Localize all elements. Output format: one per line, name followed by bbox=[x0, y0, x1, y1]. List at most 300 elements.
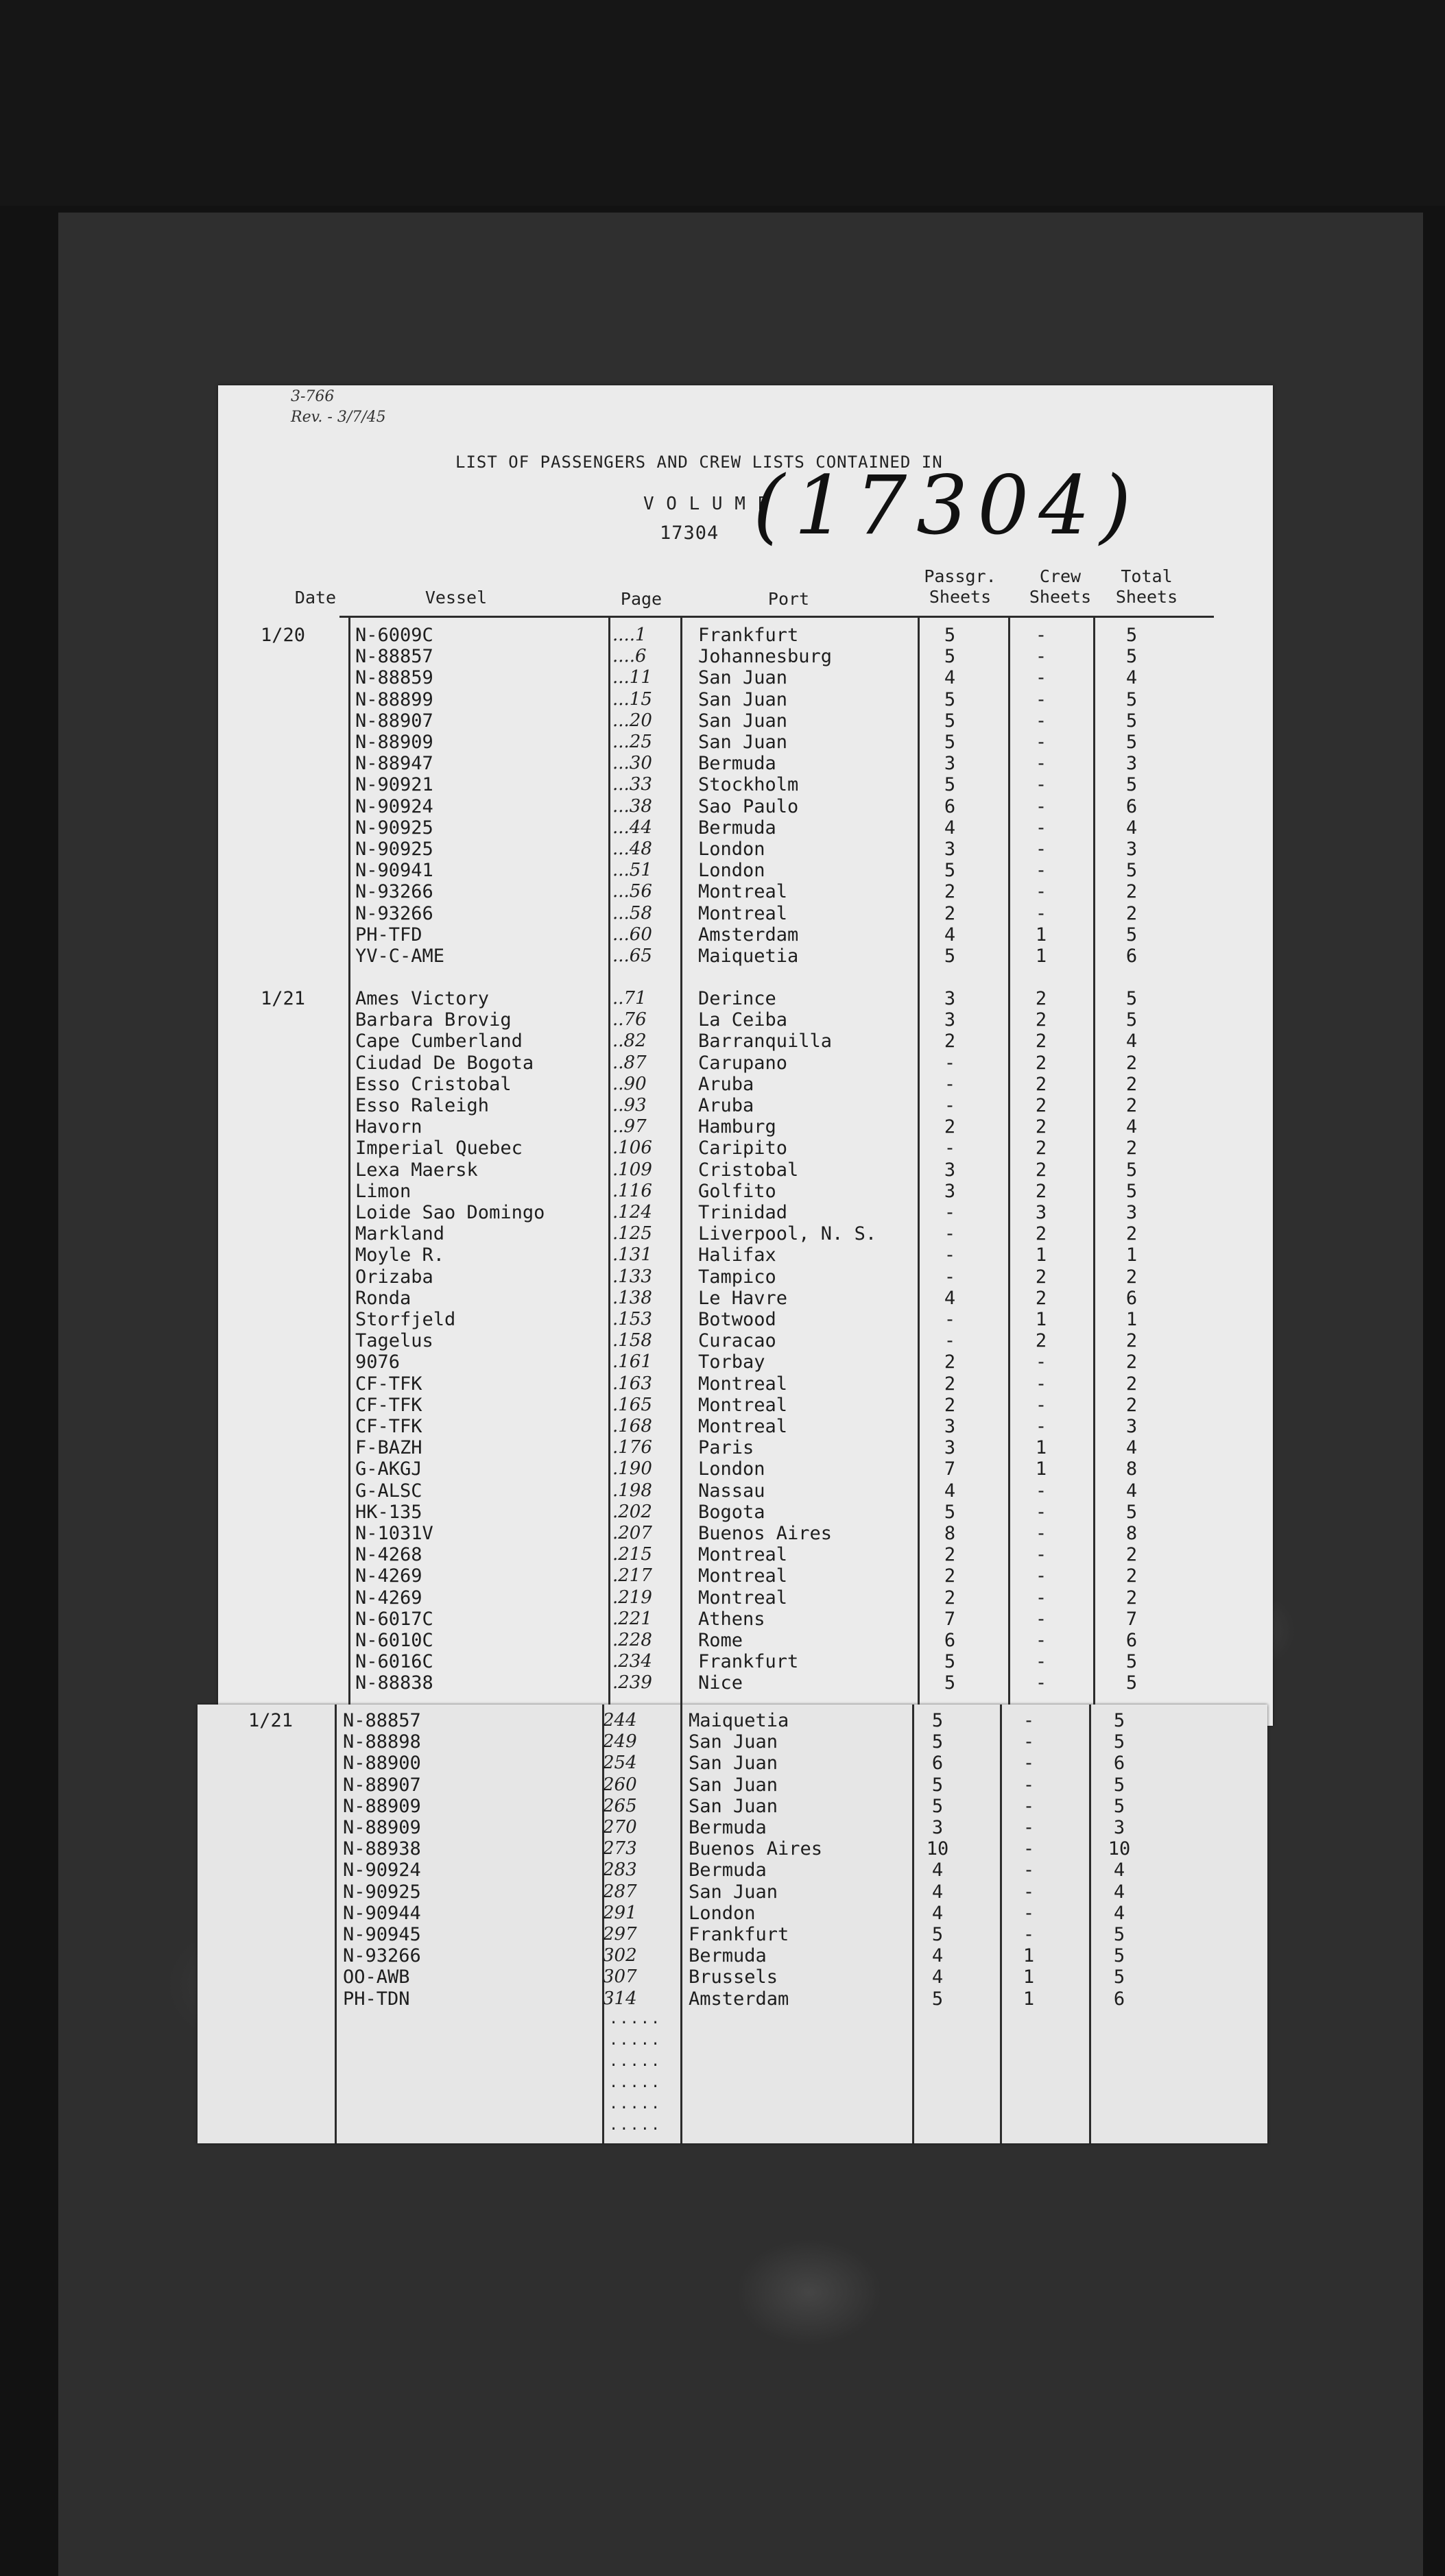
total-sheets-cell: 5 bbox=[1113, 1774, 1125, 1796]
crew-sheets-cell: - bbox=[1035, 1651, 1047, 1673]
page-cell: ..71 bbox=[612, 988, 647, 1009]
port-cell: San Juan bbox=[689, 1731, 778, 1753]
crew-sheets-cell: - bbox=[1035, 795, 1047, 817]
page-cell: .163 bbox=[612, 1373, 652, 1394]
vessel-cell: F-BAZH bbox=[355, 1437, 422, 1459]
port-cell: San Juan bbox=[689, 1774, 778, 1796]
port-cell: Buenos Aires bbox=[698, 1523, 833, 1544]
total-sheets-cell: 6 bbox=[1125, 795, 1138, 817]
crew-sheets-cell: - bbox=[1023, 1710, 1035, 1731]
passenger-sheets-cell: - bbox=[944, 1223, 956, 1245]
vessel-cell: N-4269 bbox=[355, 1587, 422, 1609]
total-sheets-cell: 3 bbox=[1125, 1416, 1138, 1437]
passenger-sheets-cell: 4 bbox=[944, 667, 956, 689]
empty-page-dots: ..... bbox=[609, 2010, 662, 2027]
passenger-sheets-cell: 4 bbox=[931, 1966, 944, 1988]
empty-page-dots: ..... bbox=[609, 2032, 662, 2049]
vessel-cell: N-90945 bbox=[343, 1924, 421, 1945]
port-cell: Bermuda bbox=[689, 1817, 767, 1838]
page-cell: ..93 bbox=[612, 1095, 647, 1116]
passenger-sheets-cell: 2 bbox=[944, 1587, 956, 1609]
passenger-sheets-cell: 6 bbox=[944, 795, 956, 817]
total-sheets-cell: 1 bbox=[1125, 1244, 1138, 1266]
port-cell: London bbox=[698, 860, 765, 882]
vessel-cell: N-90941 bbox=[355, 860, 433, 882]
page-cell: .219 bbox=[612, 1587, 652, 1608]
rule-vessel-left bbox=[348, 616, 350, 1705]
crew-sheets-cell: - bbox=[1035, 646, 1047, 668]
port-cell: London bbox=[689, 1902, 756, 1924]
port-cell: Amsterdam bbox=[698, 924, 799, 946]
crew-sheets-cell: - bbox=[1023, 1795, 1035, 1817]
page-cell: .234 bbox=[612, 1651, 652, 1672]
vessel-cell: CF-TFK bbox=[355, 1373, 422, 1395]
port-cell: Frankfurt bbox=[698, 1651, 799, 1673]
empty-page-dots: ..... bbox=[609, 2095, 662, 2112]
page-cell: .190 bbox=[612, 1458, 652, 1480]
page-cell: ..82 bbox=[612, 1031, 647, 1052]
port-cell: Aruba bbox=[698, 1073, 754, 1095]
crew-sheets-cell: - bbox=[1035, 1672, 1047, 1694]
crew-sheets-cell: - bbox=[1035, 860, 1047, 882]
port-cell: Hamburg bbox=[698, 1116, 776, 1138]
vessel-cell: N-6016C bbox=[355, 1651, 433, 1673]
crew-sheets-cell: 1 bbox=[1035, 1437, 1047, 1459]
port-cell: Montreal bbox=[698, 881, 788, 903]
total-sheets-cell: 7 bbox=[1125, 1608, 1138, 1630]
vessel-cell: N-90944 bbox=[343, 1902, 421, 1924]
crew-sheets-cell: - bbox=[1035, 710, 1047, 732]
vessel-cell: N-88947 bbox=[355, 753, 433, 775]
port-cell: Montreal bbox=[698, 1373, 788, 1395]
vessel-cell: Ciudad De Bogota bbox=[355, 1052, 534, 1074]
page-cell: .176 bbox=[612, 1437, 652, 1458]
port-cell: Stockholm bbox=[698, 774, 799, 796]
total-sheets-cell: 2 bbox=[1125, 1073, 1138, 1095]
port-cell: Athens bbox=[698, 1608, 765, 1630]
vessel-cell: PH-TDN bbox=[343, 1988, 410, 2010]
header-port: Port bbox=[767, 589, 810, 609]
volume-number: 17304 bbox=[660, 522, 719, 544]
passenger-sheets-cell: 2 bbox=[944, 1031, 956, 1052]
vessel-cell: Havorn bbox=[355, 1116, 422, 1138]
passenger-sheets-cell: - bbox=[944, 1330, 956, 1352]
total-sheets-cell: 2 bbox=[1125, 1587, 1138, 1609]
total-sheets-cell: 2 bbox=[1125, 1544, 1138, 1566]
vessel-cell: PH-TFD bbox=[355, 924, 422, 946]
page-cell: ...44 bbox=[612, 817, 652, 838]
page-cell: ...65 bbox=[612, 946, 652, 966]
vessel-cell: Esso Raleigh bbox=[355, 1095, 490, 1116]
vessel-cell: Loide Sao Domingo bbox=[355, 1202, 545, 1223]
passenger-sheets-cell: 5 bbox=[931, 1924, 944, 1945]
total-sheets-cell: 5 bbox=[1125, 710, 1138, 732]
port-cell: Botwood bbox=[698, 1309, 776, 1330]
total-sheets-cell: 10 bbox=[1108, 1838, 1131, 1860]
page-cell: ...11 bbox=[612, 667, 652, 688]
crew-sheets-cell: - bbox=[1035, 1587, 1047, 1609]
passenger-sheets-cell: 5 bbox=[944, 710, 956, 732]
total-sheets-cell: 6 bbox=[1125, 946, 1138, 967]
passenger-sheets-cell: 10 bbox=[926, 1838, 949, 1860]
rule-passgr-left-lower bbox=[912, 1705, 914, 2143]
crew-sheets-cell: 2 bbox=[1035, 1009, 1047, 1031]
page-cell: .124 bbox=[612, 1202, 652, 1223]
port-cell: San Juan bbox=[698, 732, 788, 753]
crew-sheets-cell: - bbox=[1023, 1774, 1035, 1796]
crew-sheets-cell: - bbox=[1035, 1544, 1047, 1566]
total-sheets-cell: 2 bbox=[1125, 1351, 1138, 1373]
total-sheets-cell: 4 bbox=[1125, 1480, 1138, 1502]
total-sheets-cell: 5 bbox=[1113, 1945, 1125, 1967]
rule-vessel-left-lower bbox=[335, 1705, 337, 2143]
crew-sheets-cell: - bbox=[1035, 1373, 1047, 1395]
empty-page-dots: ..... bbox=[609, 2117, 662, 2134]
total-sheets-cell: 5 bbox=[1125, 1180, 1138, 1202]
rule-crew-left bbox=[1008, 616, 1010, 1705]
volume-label: V O L U M E bbox=[643, 494, 769, 514]
passenger-sheets-cell: 5 bbox=[931, 1731, 944, 1753]
page-cell: .198 bbox=[612, 1480, 652, 1501]
rule-total-left bbox=[1093, 616, 1095, 1705]
page-cell: 270 bbox=[603, 1817, 637, 1838]
port-cell: Montreal bbox=[698, 1416, 788, 1437]
port-cell: Frankfurt bbox=[698, 625, 799, 646]
port-cell: Montreal bbox=[698, 1544, 788, 1566]
crew-sheets-cell: 2 bbox=[1035, 1159, 1047, 1181]
port-cell: Montreal bbox=[698, 902, 788, 924]
crew-sheets-cell: 2 bbox=[1035, 1287, 1047, 1309]
vessel-cell: Barbara Brovig bbox=[355, 1009, 512, 1031]
page-cell: .131 bbox=[612, 1244, 652, 1266]
total-sheets-cell: 5 bbox=[1113, 1795, 1125, 1817]
vessel-cell: G-AKGJ bbox=[355, 1458, 422, 1480]
vessel-cell: Lexa Maersk bbox=[355, 1159, 478, 1181]
port-cell: Bermuda bbox=[698, 753, 776, 775]
port-cell: Torbay bbox=[698, 1351, 765, 1373]
passenger-sheets-cell: 2 bbox=[944, 881, 956, 903]
crew-sheets-cell: 1 bbox=[1023, 1945, 1035, 1967]
page-cell: ...60 bbox=[612, 924, 652, 945]
total-sheets-cell: 4 bbox=[1125, 667, 1138, 689]
header-crew-sheets: Crew Sheets bbox=[1029, 566, 1092, 607]
crew-sheets-cell: - bbox=[1035, 1394, 1047, 1416]
rule-passgr-left bbox=[918, 616, 920, 1705]
crew-sheets-cell: - bbox=[1023, 1753, 1035, 1774]
film-top-strip bbox=[0, 0, 1445, 206]
passenger-sheets-cell: - bbox=[944, 1244, 956, 1266]
passenger-sheets-cell: 2 bbox=[944, 1394, 956, 1416]
port-cell: Rome bbox=[698, 1630, 743, 1651]
passenger-sheets-cell: 5 bbox=[944, 1651, 956, 1673]
crew-sheets-cell: - bbox=[1035, 1480, 1047, 1502]
page-cell: .106 bbox=[612, 1137, 652, 1159]
port-cell: London bbox=[698, 839, 765, 860]
total-sheets-cell: 4 bbox=[1113, 1881, 1125, 1903]
crew-sheets-cell: - bbox=[1035, 1630, 1047, 1651]
volume-handwritten: (17304) bbox=[753, 458, 1141, 553]
crew-sheets-cell: 2 bbox=[1035, 1095, 1047, 1116]
page-cell: ..97 bbox=[612, 1116, 647, 1137]
crew-sheets-cell: - bbox=[1035, 1501, 1047, 1523]
page-cell: ...58 bbox=[612, 902, 652, 924]
page-cell: .116 bbox=[612, 1180, 652, 1201]
passenger-sheets-cell: 5 bbox=[931, 1710, 944, 1731]
header-vessel: Vessel bbox=[425, 588, 488, 607]
passenger-sheets-cell: 3 bbox=[944, 753, 956, 775]
passenger-sheets-cell: 8 bbox=[944, 1523, 956, 1544]
vessel-cell: OO-AWB bbox=[343, 1966, 410, 1988]
port-cell: Le Havre bbox=[698, 1287, 788, 1309]
total-sheets-cell: 3 bbox=[1125, 839, 1138, 860]
vessel-cell: N-6017C bbox=[355, 1608, 433, 1630]
port-cell: Maiquetia bbox=[698, 946, 799, 967]
total-sheets-cell: 5 bbox=[1113, 1731, 1125, 1753]
port-cell: Halifax bbox=[698, 1244, 776, 1266]
vessel-cell: Cape Cumberland bbox=[355, 1031, 523, 1052]
passenger-sheets-cell: 3 bbox=[944, 988, 956, 1009]
total-sheets-cell: 5 bbox=[1113, 1710, 1125, 1731]
total-sheets-cell: 6 bbox=[1125, 1630, 1138, 1651]
page-cell: .109 bbox=[612, 1159, 652, 1180]
passenger-sheets-cell: - bbox=[944, 1095, 956, 1116]
vessel-cell: N-88909 bbox=[355, 732, 433, 753]
page-cell: .153 bbox=[612, 1309, 652, 1329]
total-sheets-cell: 2 bbox=[1125, 1137, 1138, 1159]
passenger-sheets-cell: 2 bbox=[944, 1116, 956, 1138]
passenger-sheets-cell: 5 bbox=[944, 946, 956, 967]
crew-sheets-cell: - bbox=[1023, 1838, 1035, 1860]
passenger-sheets-cell: - bbox=[944, 1073, 956, 1095]
page-cell: .168 bbox=[612, 1416, 652, 1436]
vessel-cell: N-6009C bbox=[355, 625, 433, 646]
vessel-cell: N-88907 bbox=[343, 1774, 421, 1796]
section-date: 1/20 bbox=[261, 625, 306, 646]
port-cell: Barranquilla bbox=[698, 1031, 833, 1052]
vessel-cell: Moyle R. bbox=[355, 1244, 445, 1266]
total-sheets-cell: 8 bbox=[1125, 1523, 1138, 1544]
crew-sheets-cell: - bbox=[1035, 753, 1047, 775]
crew-sheets-cell: 1 bbox=[1035, 1309, 1047, 1330]
page-cell: ...51 bbox=[612, 860, 652, 881]
passenger-sheets-cell: - bbox=[944, 1137, 956, 1159]
total-sheets-cell: 4 bbox=[1125, 1116, 1138, 1138]
passenger-sheets-cell: 4 bbox=[944, 1480, 956, 1502]
total-sheets-cell: 5 bbox=[1125, 732, 1138, 753]
port-cell: Sao Paulo bbox=[698, 795, 799, 817]
total-sheets-cell: 5 bbox=[1125, 1009, 1138, 1031]
total-sheets-cell: 3 bbox=[1113, 1817, 1125, 1838]
passenger-sheets-cell: - bbox=[944, 1266, 956, 1288]
page-cell: ...30 bbox=[612, 753, 652, 774]
total-sheets-cell: 6 bbox=[1113, 1988, 1125, 2010]
page-cell: 244 bbox=[603, 1710, 637, 1731]
port-cell: Bermuda bbox=[698, 817, 776, 839]
passenger-sheets-cell: 4 bbox=[944, 1287, 956, 1309]
total-sheets-cell: 5 bbox=[1125, 688, 1138, 710]
port-cell: Bermuda bbox=[689, 1859, 767, 1881]
section-date: 1/21 bbox=[248, 1710, 294, 1731]
page-cell: 254 bbox=[603, 1753, 637, 1774]
total-sheets-cell: 6 bbox=[1113, 1753, 1125, 1774]
page-cell: 287 bbox=[603, 1881, 637, 1902]
vessel-cell: N-93266 bbox=[343, 1945, 421, 1967]
document-title: LIST OF PASSENGERS AND CREW LISTS CONTAINED IN bbox=[455, 453, 943, 472]
header-passenger-sheets: Passgr. Sheets bbox=[924, 566, 996, 607]
passenger-sheets-cell: 5 bbox=[944, 774, 956, 796]
passenger-sheets-cell: 4 bbox=[931, 1945, 944, 1967]
crew-sheets-cell: - bbox=[1035, 625, 1047, 646]
port-cell: Liverpool, N. S. bbox=[698, 1223, 877, 1245]
passenger-sheets-cell: 4 bbox=[944, 817, 956, 839]
passenger-sheets-cell: 3 bbox=[944, 1180, 956, 1202]
passenger-sheets-cell: 2 bbox=[944, 1544, 956, 1566]
page-cell: .207 bbox=[612, 1523, 652, 1543]
vessel-cell: N-6010C bbox=[355, 1630, 433, 1651]
total-sheets-cell: 5 bbox=[1125, 1651, 1138, 1673]
port-cell: San Juan bbox=[689, 1753, 778, 1774]
vessel-cell: Imperial Quebec bbox=[355, 1137, 523, 1159]
port-cell: Tampico bbox=[698, 1266, 776, 1288]
vessel-cell: N-90924 bbox=[343, 1859, 421, 1881]
passenger-sheets-cell: - bbox=[944, 1202, 956, 1223]
crew-sheets-cell: - bbox=[1035, 881, 1047, 903]
vessel-cell: N-88838 bbox=[355, 1672, 433, 1694]
total-sheets-cell: 1 bbox=[1125, 1309, 1138, 1330]
passenger-sheets-cell: 4 bbox=[931, 1859, 944, 1881]
rule-port-left-lower bbox=[680, 1705, 682, 2143]
vessel-cell: N-88857 bbox=[355, 646, 433, 668]
port-cell: Nice bbox=[698, 1672, 743, 1694]
total-sheets-cell: 5 bbox=[1125, 1159, 1138, 1181]
page-cell: ...48 bbox=[612, 839, 652, 859]
passenger-sheets-cell: - bbox=[944, 1052, 956, 1074]
page-cell: .202 bbox=[612, 1501, 652, 1522]
port-cell: La Ceiba bbox=[698, 1009, 788, 1031]
passenger-sheets-cell: 3 bbox=[944, 839, 956, 860]
total-sheets-cell: 2 bbox=[1125, 1223, 1138, 1245]
passenger-sheets-cell: 7 bbox=[944, 1458, 956, 1480]
passenger-sheets-cell: 5 bbox=[931, 1774, 944, 1796]
port-cell: London bbox=[698, 1458, 765, 1480]
rule-total-left-lower bbox=[1089, 1705, 1091, 2143]
crew-sheets-cell: - bbox=[1023, 1881, 1035, 1903]
vessel-cell: N-88857 bbox=[343, 1710, 421, 1731]
vessel-cell: N-88909 bbox=[343, 1817, 421, 1838]
page-cell: 302 bbox=[603, 1945, 637, 1966]
port-cell: Brussels bbox=[689, 1966, 778, 1988]
crew-sheets-cell: 1 bbox=[1035, 1458, 1047, 1480]
page-cell: .125 bbox=[612, 1223, 652, 1244]
port-cell: Frankfurt bbox=[689, 1924, 789, 1945]
rule-crew-left-lower bbox=[1000, 1705, 1002, 2143]
crew-sheets-cell: 2 bbox=[1035, 1116, 1047, 1138]
page-cell: ...25 bbox=[612, 732, 652, 752]
vessel-cell: HK-135 bbox=[355, 1501, 422, 1523]
vessel-cell: N-90921 bbox=[355, 774, 433, 796]
crew-sheets-cell: - bbox=[1035, 1565, 1047, 1587]
vessel-cell: CF-TFK bbox=[355, 1394, 422, 1416]
page-cell: 265 bbox=[603, 1795, 637, 1816]
page-cell: 260 bbox=[603, 1774, 637, 1795]
page-cell: .215 bbox=[612, 1544, 652, 1565]
vessel-cell: Esso Cristobal bbox=[355, 1073, 512, 1095]
crew-sheets-cell: 2 bbox=[1035, 1052, 1047, 1074]
passenger-sheets-cell: 4 bbox=[931, 1881, 944, 1903]
crew-sheets-cell: 2 bbox=[1035, 1137, 1047, 1159]
total-sheets-cell: 5 bbox=[1125, 924, 1138, 946]
vessel-cell: N-4269 bbox=[355, 1565, 422, 1587]
page-cell: ...15 bbox=[612, 688, 652, 710]
port-cell: Bermuda bbox=[689, 1945, 767, 1967]
vessel-cell: Ames Victory bbox=[355, 988, 490, 1009]
total-sheets-cell: 5 bbox=[1125, 1501, 1138, 1523]
passenger-sheets-cell: 5 bbox=[944, 860, 956, 882]
total-sheets-cell: 2 bbox=[1125, 1095, 1138, 1116]
total-sheets-cell: 5 bbox=[1113, 1924, 1125, 1945]
crew-sheets-cell: - bbox=[1023, 1731, 1035, 1753]
page-cell: 291 bbox=[603, 1902, 637, 1923]
vessel-cell: 9076 bbox=[355, 1351, 401, 1373]
vessel-cell: N-90925 bbox=[355, 817, 433, 839]
passenger-sheets-cell: 2 bbox=[944, 902, 956, 924]
total-sheets-cell: 5 bbox=[1125, 774, 1138, 796]
crew-sheets-cell: 1 bbox=[1023, 1988, 1035, 2010]
total-sheets-cell: 3 bbox=[1125, 1202, 1138, 1223]
total-sheets-cell: 4 bbox=[1125, 817, 1138, 839]
vessel-cell: N-88909 bbox=[343, 1795, 421, 1817]
crew-sheets-cell: 2 bbox=[1035, 1223, 1047, 1245]
page-cell: .158 bbox=[612, 1330, 652, 1351]
passenger-sheets-cell: 3 bbox=[944, 1159, 956, 1181]
empty-page-dots: ..... bbox=[609, 2053, 662, 2070]
vessel-cell: N-88898 bbox=[343, 1731, 421, 1753]
port-cell: Curacao bbox=[698, 1330, 776, 1352]
page-cell: .133 bbox=[612, 1266, 652, 1287]
vessel-cell: Markland bbox=[355, 1223, 445, 1245]
total-sheets-cell: 5 bbox=[1125, 988, 1138, 1009]
vessel-cell: N-1031V bbox=[355, 1523, 433, 1544]
crew-sheets-cell: - bbox=[1035, 732, 1047, 753]
passenger-sheets-cell: 2 bbox=[944, 1373, 956, 1395]
total-sheets-cell: 5 bbox=[1113, 1966, 1125, 1988]
page-cell: 273 bbox=[603, 1838, 637, 1859]
crew-sheets-cell: 1 bbox=[1035, 946, 1047, 967]
page-cell: 314 bbox=[603, 1988, 637, 2009]
total-sheets-cell: 5 bbox=[1125, 646, 1138, 668]
passenger-sheets-cell: 5 bbox=[944, 646, 956, 668]
port-cell: Golfito bbox=[698, 1180, 776, 1202]
total-sheets-cell: 2 bbox=[1125, 1394, 1138, 1416]
port-cell: San Juan bbox=[698, 710, 788, 732]
total-sheets-cell: 5 bbox=[1125, 860, 1138, 882]
page-cell: 249 bbox=[603, 1731, 637, 1753]
vessel-cell: N-4268 bbox=[355, 1544, 422, 1566]
total-sheets-cell: 2 bbox=[1125, 1373, 1138, 1395]
vessel-cell: N-93266 bbox=[355, 902, 433, 924]
crew-sheets-cell: 1 bbox=[1035, 1244, 1047, 1266]
form-number: 3-766 bbox=[291, 388, 335, 405]
crew-sheets-cell: 2 bbox=[1035, 988, 1047, 1009]
page-cell: .221 bbox=[612, 1608, 652, 1629]
vessel-cell: N-90925 bbox=[355, 839, 433, 860]
page-cell: .239 bbox=[612, 1672, 652, 1694]
rule-page-left bbox=[608, 616, 610, 1705]
port-cell: Maiquetia bbox=[689, 1710, 789, 1731]
vessel-cell: N-88899 bbox=[355, 688, 433, 710]
vessel-cell: N-88938 bbox=[343, 1838, 421, 1860]
passenger-sheets-cell: 6 bbox=[931, 1753, 944, 1774]
